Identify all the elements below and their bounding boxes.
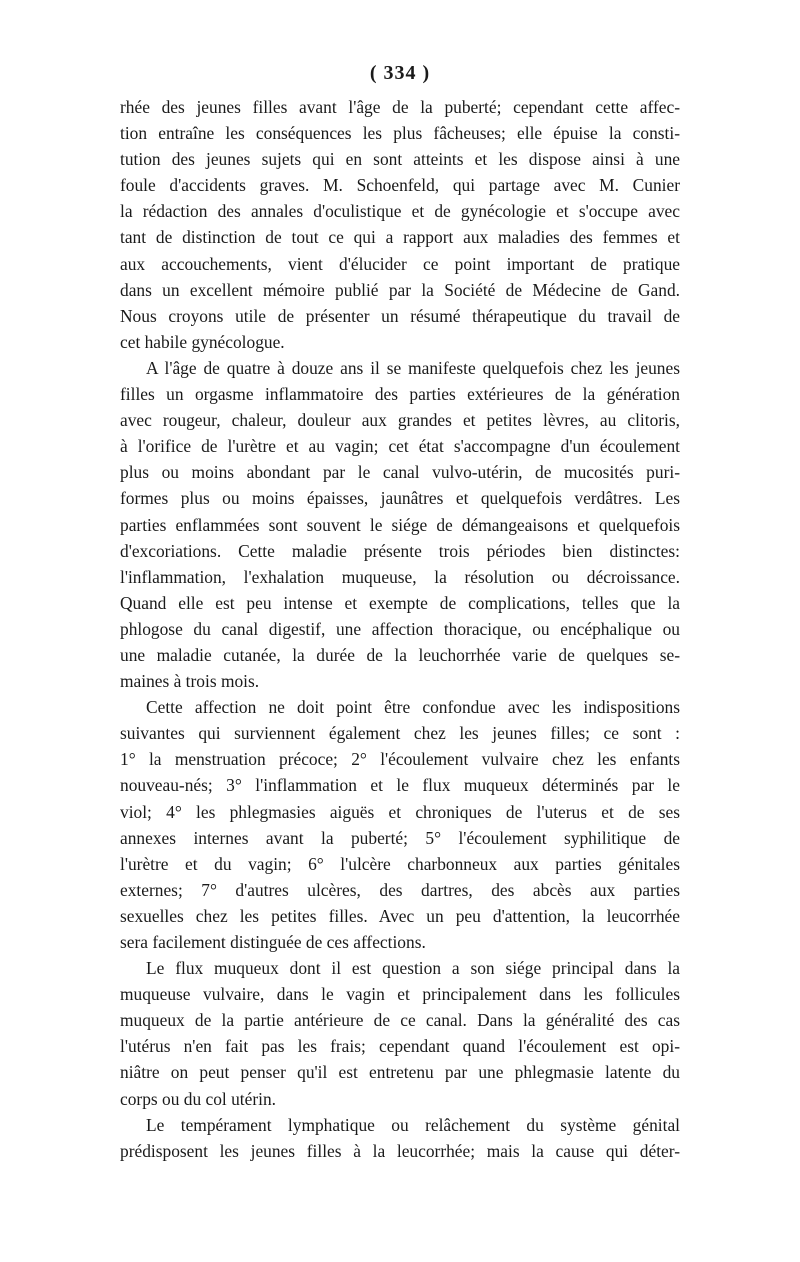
page-number: ( 334 ) bbox=[369, 62, 431, 84]
text-line: cet habile gynécologue. bbox=[120, 331, 285, 352]
text-line: 1° la menstruation précoce; 2° l'écoulement vulvaire chez les enfants bbox=[120, 749, 680, 770]
text-line: maines à trois mois. bbox=[120, 671, 260, 692]
text-line: viol; 4° les phlegmasies aiguës et chroniques de l'uterus et de ses bbox=[120, 801, 680, 822]
text-line: Quand elle est peu intense et exempte de complications, telles que la bbox=[120, 592, 680, 613]
text-line: formes plus ou moins épaisses, jaunâtres et quelquefois verdâtres. Les bbox=[120, 488, 680, 509]
text-line: Nous croyons utile de présenter un résumé thérapeutique du travail de bbox=[120, 305, 680, 326]
text-line: aux accouchements, vient d'élucider ce point important de pratique bbox=[120, 253, 680, 274]
text-line: tant de distinction de tout ce qui a rapport aux maladies des femmes et bbox=[120, 227, 680, 248]
text-line: une maladie cutanée, la durée de la leuchorrhée varie de quelques se- bbox=[120, 644, 680, 665]
text-line: muqueux de la partie antérieure de ce canal. Dans la généralité des cas bbox=[120, 1010, 680, 1031]
text-line: plus ou moins abondant par le canal vulvo-utérin, de mucosités puri- bbox=[120, 462, 680, 483]
text-line: suivantes qui surviennent également chez les jeunes filles; ce sont : bbox=[120, 723, 680, 744]
text-line: Le tempérament lymphatique ou relâchement du système génital bbox=[146, 1114, 680, 1135]
text-line: parties enflammées sont souvent le siége de démangeaisons et quelquefois bbox=[120, 514, 680, 535]
text-line: tion entraîne les conséquences les plus fâcheuses; elle épuise la consti- bbox=[120, 123, 680, 144]
text-line: tution des jeunes sujets qui en sont atteints et les dispose ainsi à une bbox=[120, 149, 680, 170]
text-line: à l'orifice de l'urètre et au vagin; cet état s'accompagne d'un écoulement bbox=[120, 436, 680, 457]
text-line: prédisposent les jeunes filles à la leucorrhée; mais la cause qui déter- bbox=[120, 1140, 680, 1161]
text-line: foule d'accidents graves. M. Schoenfeld, qui partage avec M. Cunier bbox=[120, 175, 680, 196]
text-line: l'inflammation, l'exhalation muqueuse, la résolution ou décroissance. bbox=[120, 566, 680, 587]
text-line: corps ou du col utérin. bbox=[120, 1088, 276, 1109]
text-line: l'urètre et du vagin; 6° l'ulcère charbonneux aux parties génitales bbox=[120, 853, 680, 874]
text-line: externes; 7° d'autres ulcères, des dartres, des abcès aux parties bbox=[120, 879, 680, 900]
text-line: Cette affection ne doit point être confondue avec les indispositions bbox=[146, 697, 680, 718]
text-line: niâtre on peut penser qu'il est entretenu par une phlegmasie latente du bbox=[120, 1062, 680, 1083]
text-line: rhée des jeunes filles avant l'âge de la puberté; cependant cette affec- bbox=[120, 97, 680, 117]
text-line: l'utérus n'en fait pas les frais; cependant quand l'écoulement est opi- bbox=[120, 1036, 680, 1057]
text-line: annexes internes avant la puberté; 5° l'écoulement syphilitique de bbox=[120, 827, 680, 848]
text-line: A l'âge de quatre à douze ans il se manifeste quelquefois chez les jeunes bbox=[146, 357, 680, 378]
text-line: d'excoriations. Cette maladie présente trois périodes bien distinctes: bbox=[120, 540, 680, 561]
text-line: Le flux muqueux dont il est question a son siége principal dans la bbox=[146, 958, 680, 979]
text-line: filles un orgasme inflammatoire des parties extérieures de la génération bbox=[120, 384, 680, 405]
text-line: phlogose du canal digestif, une affection thoracique, ou encéphalique ou bbox=[120, 618, 680, 639]
text-line: sexuelles chez les petites filles. Avec un peu d'attention, la leucorrhée bbox=[120, 905, 680, 926]
text-line: avec rougeur, chaleur, douleur aux grandes et petites lèvres, au clitoris, bbox=[120, 410, 680, 431]
text-line: dans un excellent mémoire publié par la Société de Médecine de Gand. bbox=[120, 279, 680, 300]
body-text bbox=[120, 94, 680, 1164]
text-line: sera facilement distinguée de ces affections. bbox=[120, 932, 426, 952]
text-line: nouveau-nés; 3° l'inflammation et le flux muqueux déterminés par le bbox=[120, 775, 680, 796]
text-line: muqueuse vulvaire, dans le vagin et principalement dans les follicules bbox=[120, 984, 680, 1005]
text-line: la rédaction des annales d'oculistique et de gynécologie et s'occupe avec bbox=[120, 201, 680, 222]
